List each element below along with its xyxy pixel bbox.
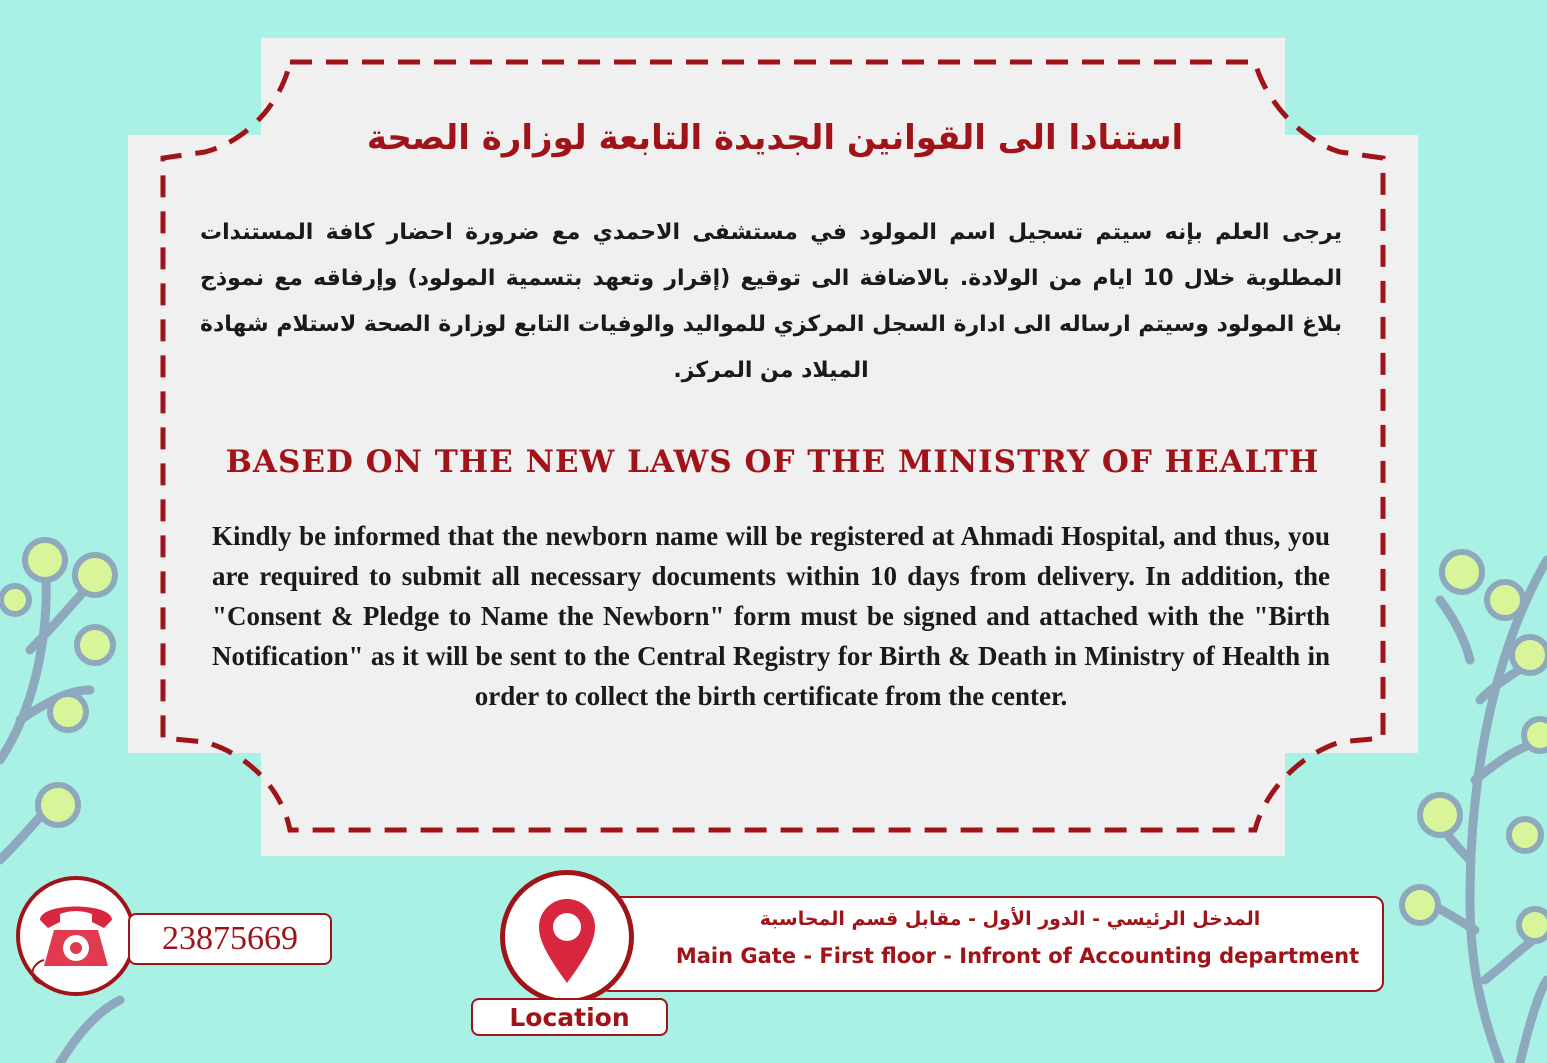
location-address-arabic: المدخل الرئيسي - الدور الأول - مقابل قسم المحاسبة xyxy=(759,908,1261,930)
location-pin-icon xyxy=(505,875,629,999)
telephone-icon xyxy=(20,880,132,992)
arabic-title: استنادا الى القوانين الجديدة التابعة لوزارة الصحة xyxy=(366,118,1184,158)
location-address-english: Main Gate - First floor - Infront of Accounting department xyxy=(675,944,1360,968)
location-badge xyxy=(500,870,634,1004)
english-title: BASED ON THE NEW LAWS OF THE MINISTRY OF HEALTH xyxy=(225,444,1320,480)
phone-badge xyxy=(16,876,136,996)
english-body: Kindly be informed that the newborn name will be registered at Ahmadi Hospital, and thus, you are required to submit all necessary documents within 10 days from delivery. In addition, the "Consent & Pledge to Name the Newborn" form must be signed and attached with the "Birth Notification" as it will be sent to the Central Registry for Birth & Death in Ministry of Health in order to collect the birth certificate from the center. xyxy=(212,521,1330,711)
phone-number[interactable]: 23875669 xyxy=(128,913,332,965)
location-label: Location xyxy=(471,998,668,1036)
arabic-body: يرجى العلم بإنه سيتم تسجيل اسم المولود في مستشفى الاحمدي مع ضرورة احضار كافة المستندات المطلوبة خلال 10 ايام من الولادة. بالاضافة الى توقيع (إقرار وتعهد بتسمية المولود) وإرفاقه مع نموذج بلاغ المولود وسيتم ارساله الى ادارة السجل المركزي للمواليد والوفيات التابع لوزارة الصحة لاستلام شهادة الميلاد من المركز. xyxy=(200,220,1343,383)
